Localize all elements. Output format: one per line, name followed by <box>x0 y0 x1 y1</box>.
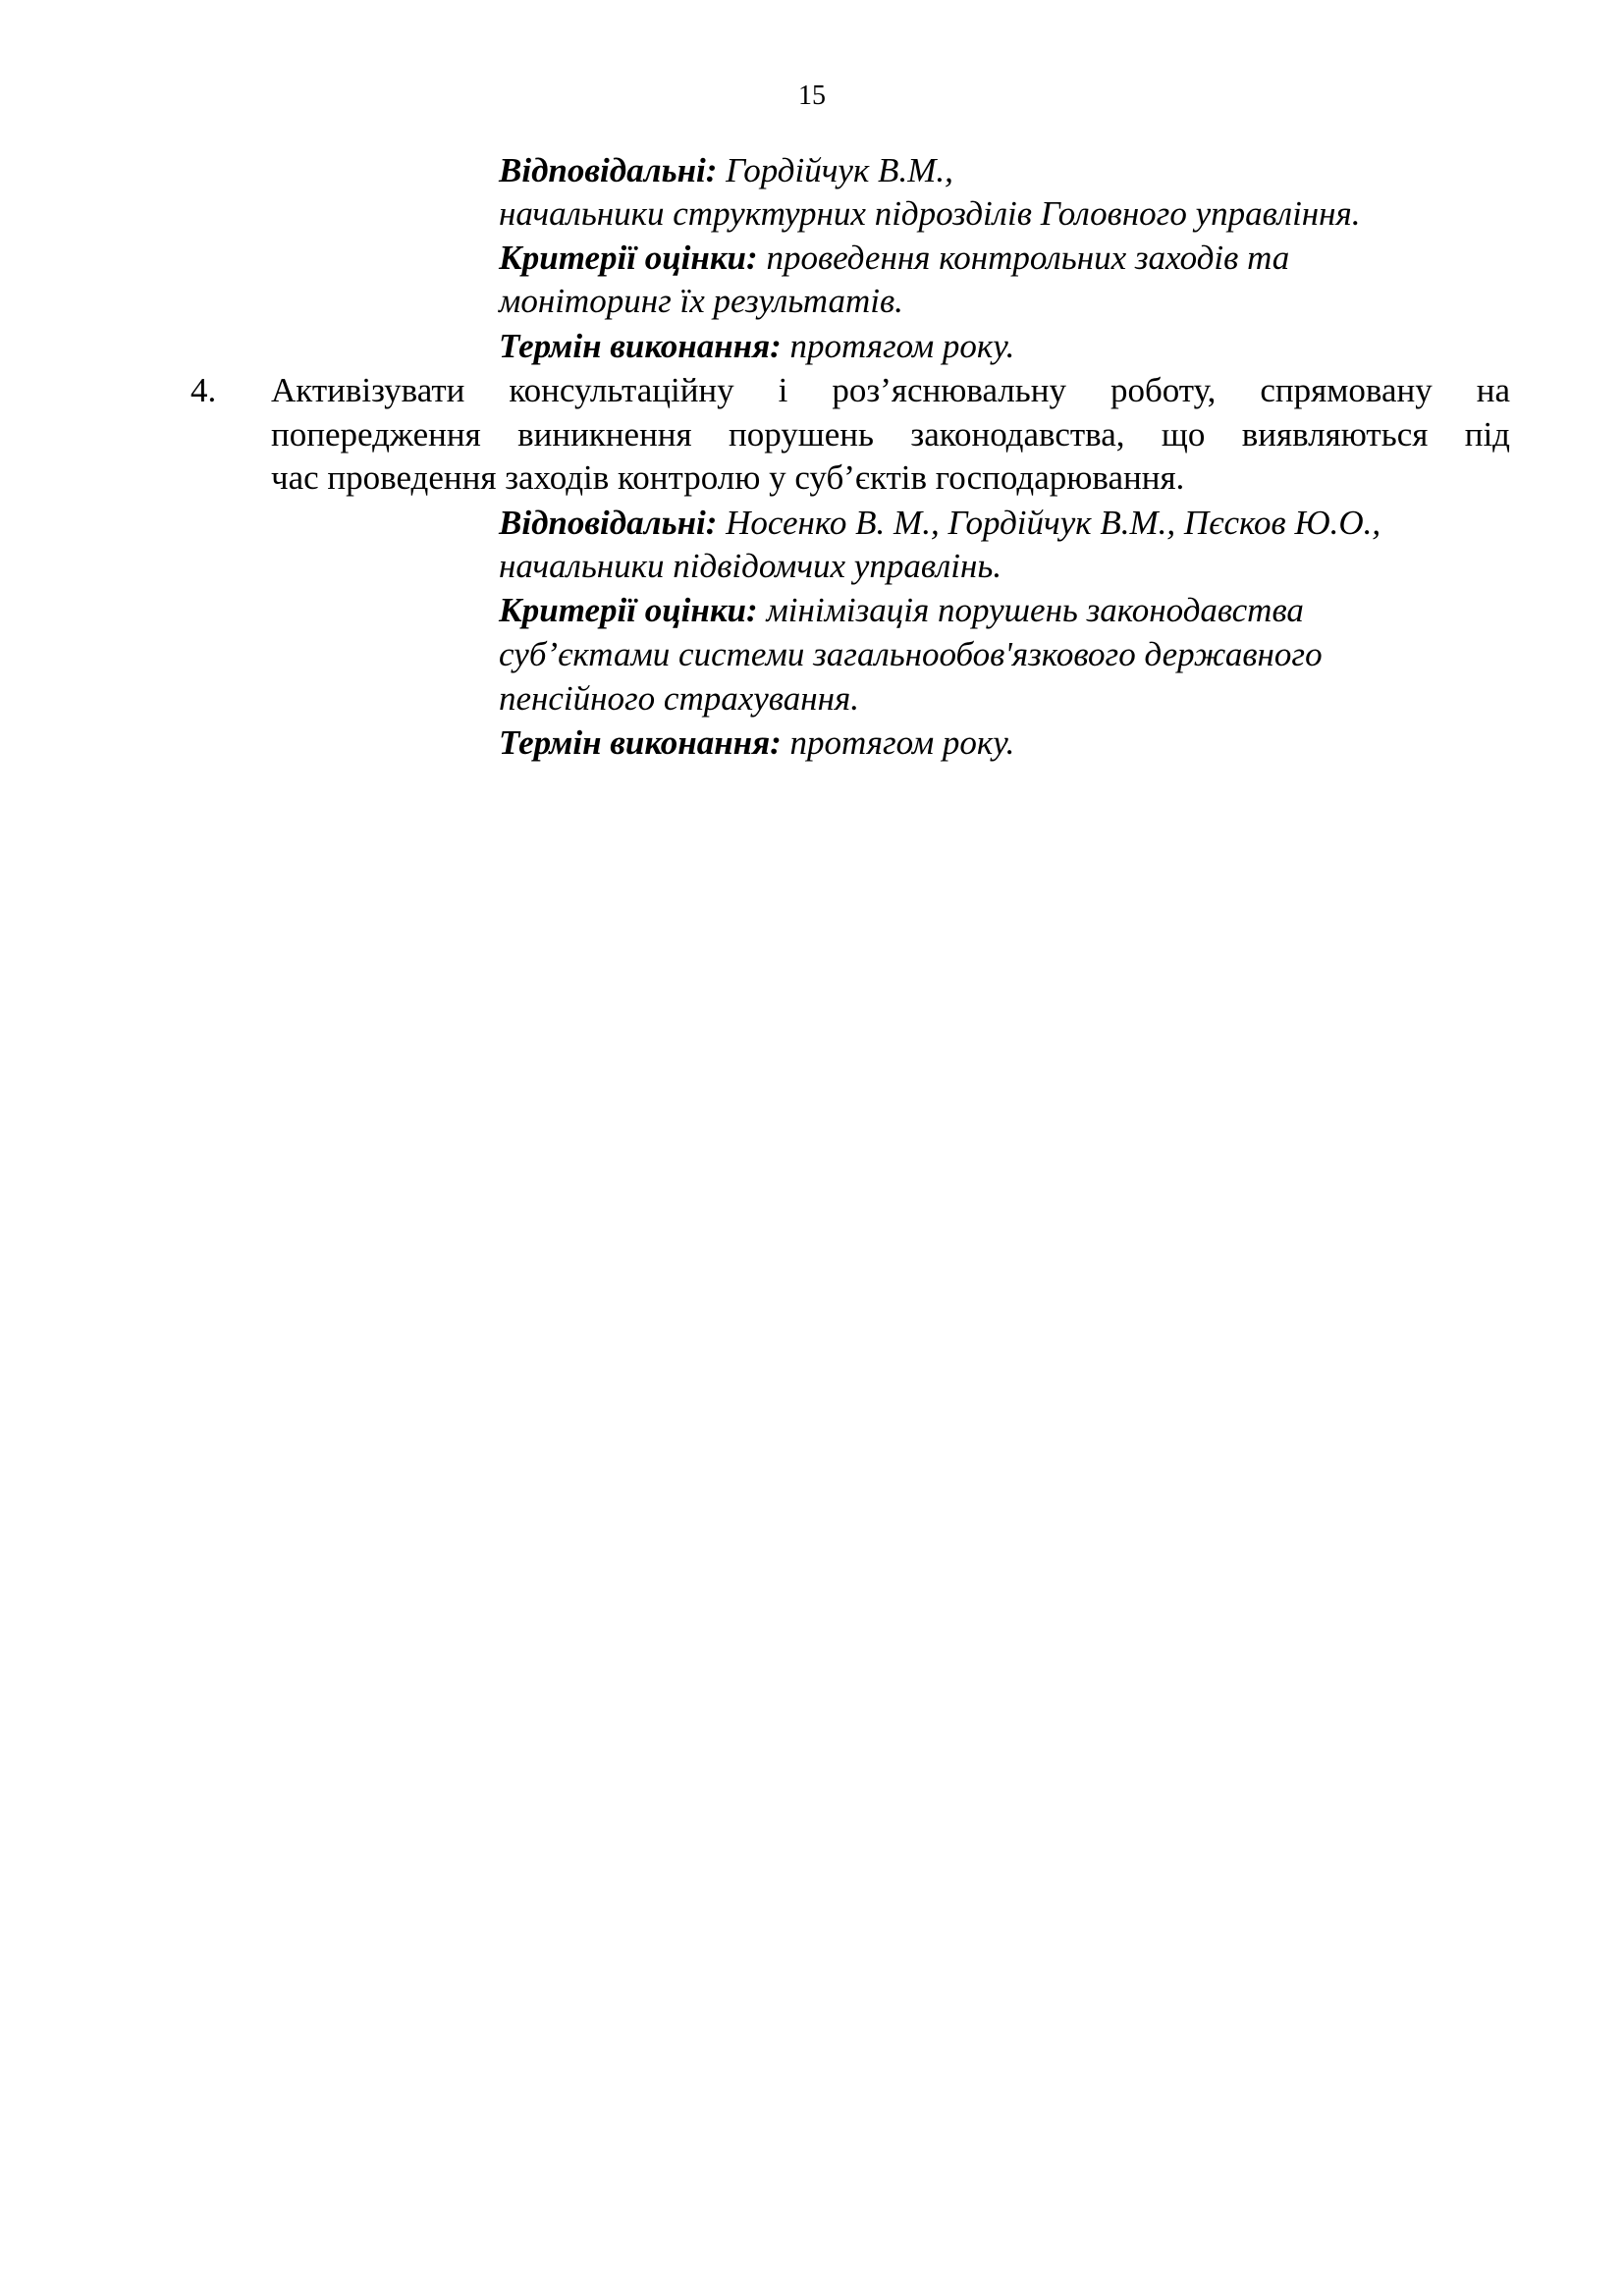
responsible-label: Відповідальні: <box>499 151 718 189</box>
item-term <box>499 721 1014 765</box>
item-responsible-cont: начальники підвідомчих управлінь. <box>499 547 1002 585</box>
item-responsible <box>499 502 1380 545</box>
prev-responsible <box>499 149 953 192</box>
term-label: Термін виконання: <box>499 327 782 365</box>
item-criteria-cont-2: пенсійного страхування. <box>499 679 860 718</box>
criteria-label: Критерії оцінки: <box>499 239 758 277</box>
prev-term <box>499 325 1014 368</box>
item-text-line-2: попередження виникнення порушень законодавства, що виявляються під <box>271 415 1510 454</box>
criteria-label: Критерії оцінки: <box>499 591 758 629</box>
item-text-line-3: час проведення заходів контролю у суб’єктів господарювання. <box>271 458 1185 497</box>
item-text-line-1: Активізувати консультаційну і роз’яснювальну роботу, спрямовану на <box>271 371 1510 409</box>
item-criteria-cont-1: суб’єктами системи загальнообов'язкового державного <box>499 635 1323 673</box>
item-number: 4. <box>190 371 217 409</box>
term-label: Термін виконання: <box>499 723 782 762</box>
prev-criteria-cont: моніторинг їх результатів. <box>499 282 903 320</box>
item-criteria <box>499 589 1304 632</box>
term-value: протягом року. <box>781 327 1015 365</box>
page-number: 15 <box>798 80 826 111</box>
responsible-label: Відповідальні: <box>499 504 718 542</box>
criteria-value: проведення контрольних заходів та <box>757 239 1290 277</box>
responsible-value: Носенко В. М., Гордійчук В.М., Пєсков Ю.О., <box>717 504 1381 542</box>
responsible-value: Гордійчук В.М., <box>717 151 953 189</box>
prev-criteria <box>499 237 1289 280</box>
prev-responsible-cont: начальники структурних підрозділів Головного управління. <box>499 194 1361 233</box>
term-value: протягом року. <box>781 723 1015 762</box>
criteria-value: мінімізація порушень законодавства <box>757 591 1304 629</box>
